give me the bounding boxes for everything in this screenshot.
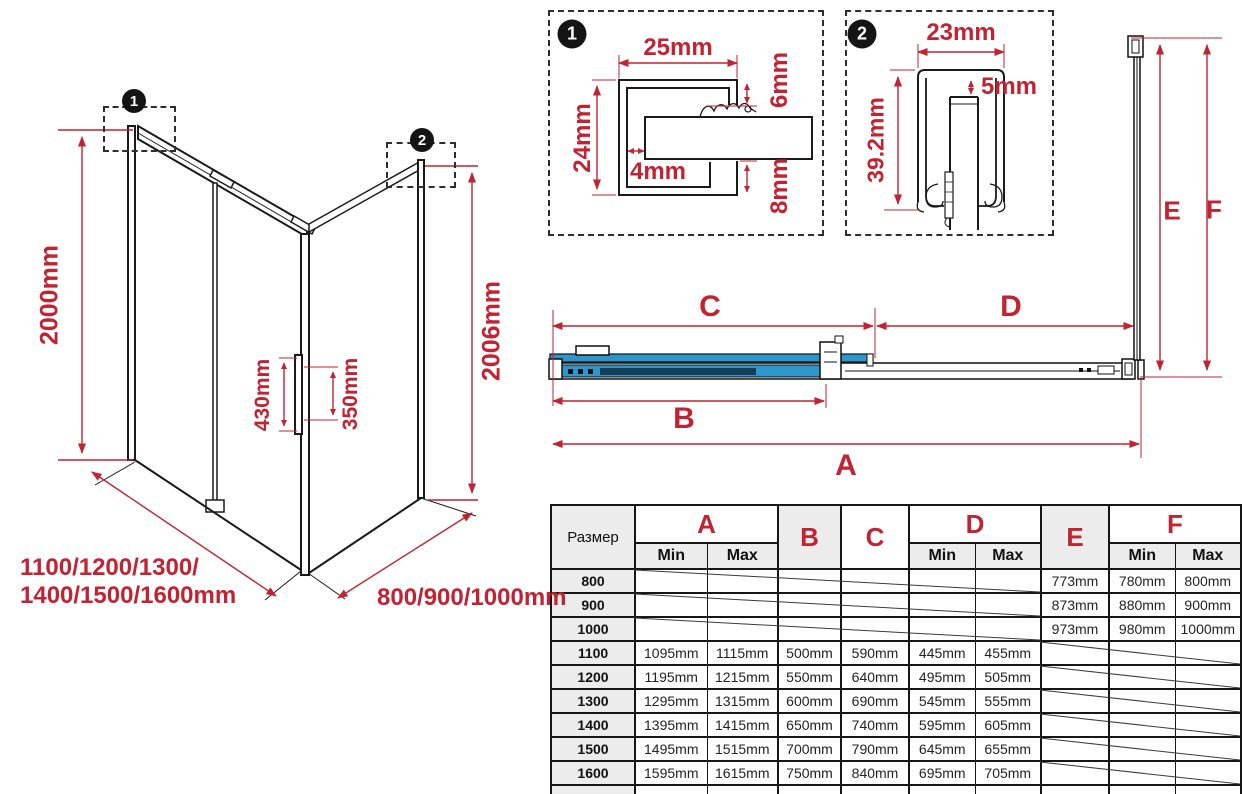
col-header-f: F bbox=[1109, 505, 1241, 543]
cell-a-min bbox=[635, 785, 707, 794]
col-header-e: E bbox=[1041, 505, 1109, 569]
cell-a-max bbox=[707, 617, 778, 641]
cell-d-min: 495mm bbox=[909, 665, 975, 689]
cell-e bbox=[1041, 785, 1109, 794]
table-row bbox=[551, 761, 1241, 785]
cell-e bbox=[1041, 689, 1109, 713]
cell-c: 840mm bbox=[841, 761, 909, 785]
row-size: 1400 bbox=[551, 713, 635, 737]
cell-a-max: 1315mm bbox=[707, 689, 778, 713]
f-max-header: Max bbox=[1175, 543, 1241, 569]
cell-f-max bbox=[1175, 713, 1241, 737]
cell-f-min bbox=[1109, 641, 1175, 665]
iso-enclosure bbox=[95, 126, 476, 600]
row-size: 1500 bbox=[551, 737, 635, 761]
d-max-header: Max bbox=[975, 543, 1041, 569]
cell-a-min: 1595mm bbox=[635, 761, 707, 785]
cell-d-max bbox=[975, 569, 1041, 593]
callout-2-badge: 2 bbox=[410, 128, 434, 152]
label-height-front: 2000mm bbox=[35, 244, 64, 346]
cell-f-min bbox=[1109, 713, 1175, 737]
cell-f-min bbox=[1109, 737, 1175, 761]
cell-a-max bbox=[707, 569, 778, 593]
a-min-header: Min bbox=[635, 543, 707, 569]
table-row bbox=[551, 737, 1241, 761]
cell-f-min bbox=[1109, 665, 1175, 689]
label-dim-b: B bbox=[673, 402, 695, 435]
callout-1-badge: 1 bbox=[122, 89, 146, 113]
cell-d-max: 705mm bbox=[975, 761, 1041, 785]
front-widths-line2: 1400/1500/1600mm bbox=[20, 582, 237, 609]
cell-d-min: 645mm bbox=[909, 737, 975, 761]
cell-e: 873mm bbox=[1041, 593, 1109, 617]
cell-b: 750mm bbox=[778, 761, 841, 785]
table-row bbox=[551, 641, 1241, 665]
detail-2-badge: 2 bbox=[848, 20, 877, 49]
table-row bbox=[551, 713, 1241, 737]
cell-f-max bbox=[1175, 689, 1241, 713]
label-5mm: 5mm bbox=[980, 73, 1038, 100]
cell-a-min: 1495mm bbox=[635, 737, 707, 761]
cell-d-max: 555mm bbox=[975, 689, 1041, 713]
iso-bottom-guide bbox=[206, 500, 224, 512]
cell-e: 773mm bbox=[1041, 569, 1109, 593]
cell-c bbox=[841, 593, 909, 617]
cell-a-max bbox=[707, 785, 778, 794]
cell-d-min bbox=[909, 785, 975, 794]
label-25mm: 25mm bbox=[643, 34, 713, 61]
cell-c: 740mm bbox=[841, 713, 909, 737]
label-8mm: 8mm bbox=[766, 157, 793, 215]
table-row bbox=[551, 569, 1241, 593]
cell-e: 973mm bbox=[1041, 617, 1109, 641]
cell-f-max bbox=[1175, 641, 1241, 665]
cell-f-max bbox=[1175, 737, 1241, 761]
cell-c bbox=[841, 617, 909, 641]
cell-d-min bbox=[909, 617, 975, 641]
label-dim-d: D bbox=[1000, 290, 1022, 323]
table-row bbox=[551, 617, 1241, 641]
label-6mm: 6mm bbox=[766, 51, 793, 109]
row-size: 800 bbox=[551, 569, 635, 593]
cell-f-max bbox=[1175, 785, 1241, 794]
cell-f-max bbox=[1175, 761, 1241, 785]
cell-d-max: 605mm bbox=[975, 713, 1041, 737]
cell-d-min: 445mm bbox=[909, 641, 975, 665]
col-header-b: B bbox=[778, 505, 841, 569]
cell-a-min bbox=[635, 569, 707, 593]
cell-f-min: 780mm bbox=[1109, 569, 1175, 593]
plan-side-top-bracket bbox=[1128, 36, 1143, 57]
cell-f-max: 900mm bbox=[1175, 593, 1241, 617]
plan-left-end-cap bbox=[549, 359, 562, 379]
cell-b: 500mm bbox=[778, 641, 841, 665]
cell-a-max bbox=[707, 593, 778, 617]
cell-b bbox=[778, 593, 841, 617]
detail-1-badge: 1 bbox=[558, 20, 587, 49]
cell-b bbox=[778, 617, 841, 641]
label-dim-c: C bbox=[699, 290, 721, 323]
cell-e bbox=[1041, 713, 1109, 737]
cell-b: 600mm bbox=[778, 689, 841, 713]
callout-box-1 bbox=[103, 106, 176, 152]
cell-b bbox=[778, 785, 841, 794]
cell-a-min: 1195mm bbox=[635, 665, 707, 689]
cell-a-max: 1215mm bbox=[707, 665, 778, 689]
cell-a-max: 1515mm bbox=[707, 737, 778, 761]
cell-f-max: 1000mm bbox=[1175, 617, 1241, 641]
label-39-2mm: 39.2mm bbox=[862, 97, 889, 183]
cell-d-min bbox=[909, 593, 975, 617]
cell-f-max bbox=[1175, 665, 1241, 689]
row-size: 1100 bbox=[551, 641, 635, 665]
col-header-d: D bbox=[909, 505, 1041, 543]
cell-d-max: 455mm bbox=[975, 641, 1041, 665]
row-size: 900 bbox=[551, 593, 635, 617]
a-max-header: Max bbox=[707, 543, 778, 569]
plan-roller-block bbox=[576, 346, 609, 355]
cell-d-max bbox=[975, 617, 1041, 641]
cell-a-min bbox=[635, 593, 707, 617]
row-size: 1300 bbox=[551, 689, 635, 713]
f-min-header: Min bbox=[1109, 543, 1175, 569]
cell-b: 550mm bbox=[778, 665, 841, 689]
label-side-widths: 800/900/1000mm bbox=[377, 584, 567, 611]
cell-b: 700mm bbox=[778, 737, 841, 761]
cell-b: 650mm bbox=[778, 713, 841, 737]
cell-a-min: 1395mm bbox=[635, 713, 707, 737]
col-header-a: A bbox=[635, 505, 778, 543]
d-min-header: Min bbox=[909, 543, 975, 569]
cell-b bbox=[778, 569, 841, 593]
row-size: 1000 bbox=[551, 617, 635, 641]
cell-c: 590mm bbox=[841, 641, 909, 665]
label-height-side: 2006mm bbox=[477, 280, 506, 382]
front-widths-line1: 1100/1200/1300/ bbox=[20, 554, 199, 581]
label-dim-a: A bbox=[835, 449, 857, 482]
cell-f-min bbox=[1109, 785, 1175, 794]
plan-center-bracket bbox=[820, 342, 841, 379]
cell-c: 640mm bbox=[841, 665, 909, 689]
row-size bbox=[551, 785, 635, 794]
iso-door-left-edge bbox=[213, 183, 217, 505]
cell-a-max: 1415mm bbox=[707, 713, 778, 737]
cell-f-min bbox=[1109, 761, 1175, 785]
table-row bbox=[551, 785, 1241, 794]
iso-side-bottom-edge bbox=[309, 498, 421, 573]
label-24mm: 24mm bbox=[569, 103, 596, 173]
cell-c: 790mm bbox=[841, 737, 909, 761]
cell-f-max: 800mm bbox=[1175, 569, 1241, 593]
label-23mm: 23mm bbox=[926, 19, 996, 46]
cell-f-min bbox=[1109, 689, 1175, 713]
cell-e bbox=[1041, 665, 1109, 689]
cell-d-min: 545mm bbox=[909, 689, 975, 713]
table-row bbox=[551, 593, 1241, 617]
row-size: 1600 bbox=[551, 761, 635, 785]
plan-corner-piece bbox=[1138, 360, 1144, 379]
label-4mm: 4mm bbox=[629, 158, 687, 185]
cell-a-max: 1615mm bbox=[707, 761, 778, 785]
table-row bbox=[551, 665, 1241, 689]
label-dim-e: E bbox=[1163, 195, 1181, 226]
cell-d-min: 695mm bbox=[909, 761, 975, 785]
plan-right-end-cap bbox=[1122, 359, 1135, 379]
col-header-c: C bbox=[841, 505, 909, 569]
table-row bbox=[551, 689, 1241, 713]
row-size: 1200 bbox=[551, 665, 635, 689]
size-column-header: Размер bbox=[551, 505, 635, 569]
size-spec-table bbox=[550, 504, 1242, 794]
cell-c bbox=[841, 785, 909, 794]
cell-e bbox=[1041, 761, 1109, 785]
cell-e bbox=[1041, 641, 1109, 665]
cell-a-min: 1295mm bbox=[635, 689, 707, 713]
label-handle-overall: 430mm bbox=[251, 358, 274, 432]
label-dim-f: F bbox=[1206, 194, 1222, 225]
iso-side-post bbox=[418, 160, 424, 498]
iso-handle bbox=[295, 355, 302, 434]
cell-d-max: 505mm bbox=[975, 665, 1041, 689]
cell-d-min bbox=[909, 569, 975, 593]
label-handle-inner: 350mm bbox=[339, 357, 362, 431]
iso-wall-profile bbox=[128, 126, 135, 460]
cell-a-min bbox=[635, 617, 707, 641]
label-front-widths bbox=[20, 554, 236, 610]
cell-f-min: 980mm bbox=[1109, 617, 1175, 641]
cell-d-max: 655mm bbox=[975, 737, 1041, 761]
cell-a-min: 1095mm bbox=[635, 641, 707, 665]
cell-d-min: 595mm bbox=[909, 713, 975, 737]
cell-d-max bbox=[975, 785, 1041, 794]
cell-c bbox=[841, 569, 909, 593]
cell-d-max bbox=[975, 593, 1041, 617]
cell-f-min: 880mm bbox=[1109, 593, 1175, 617]
cell-c: 690mm bbox=[841, 689, 909, 713]
cell-e bbox=[1041, 737, 1109, 761]
cell-a-max: 1115mm bbox=[707, 641, 778, 665]
